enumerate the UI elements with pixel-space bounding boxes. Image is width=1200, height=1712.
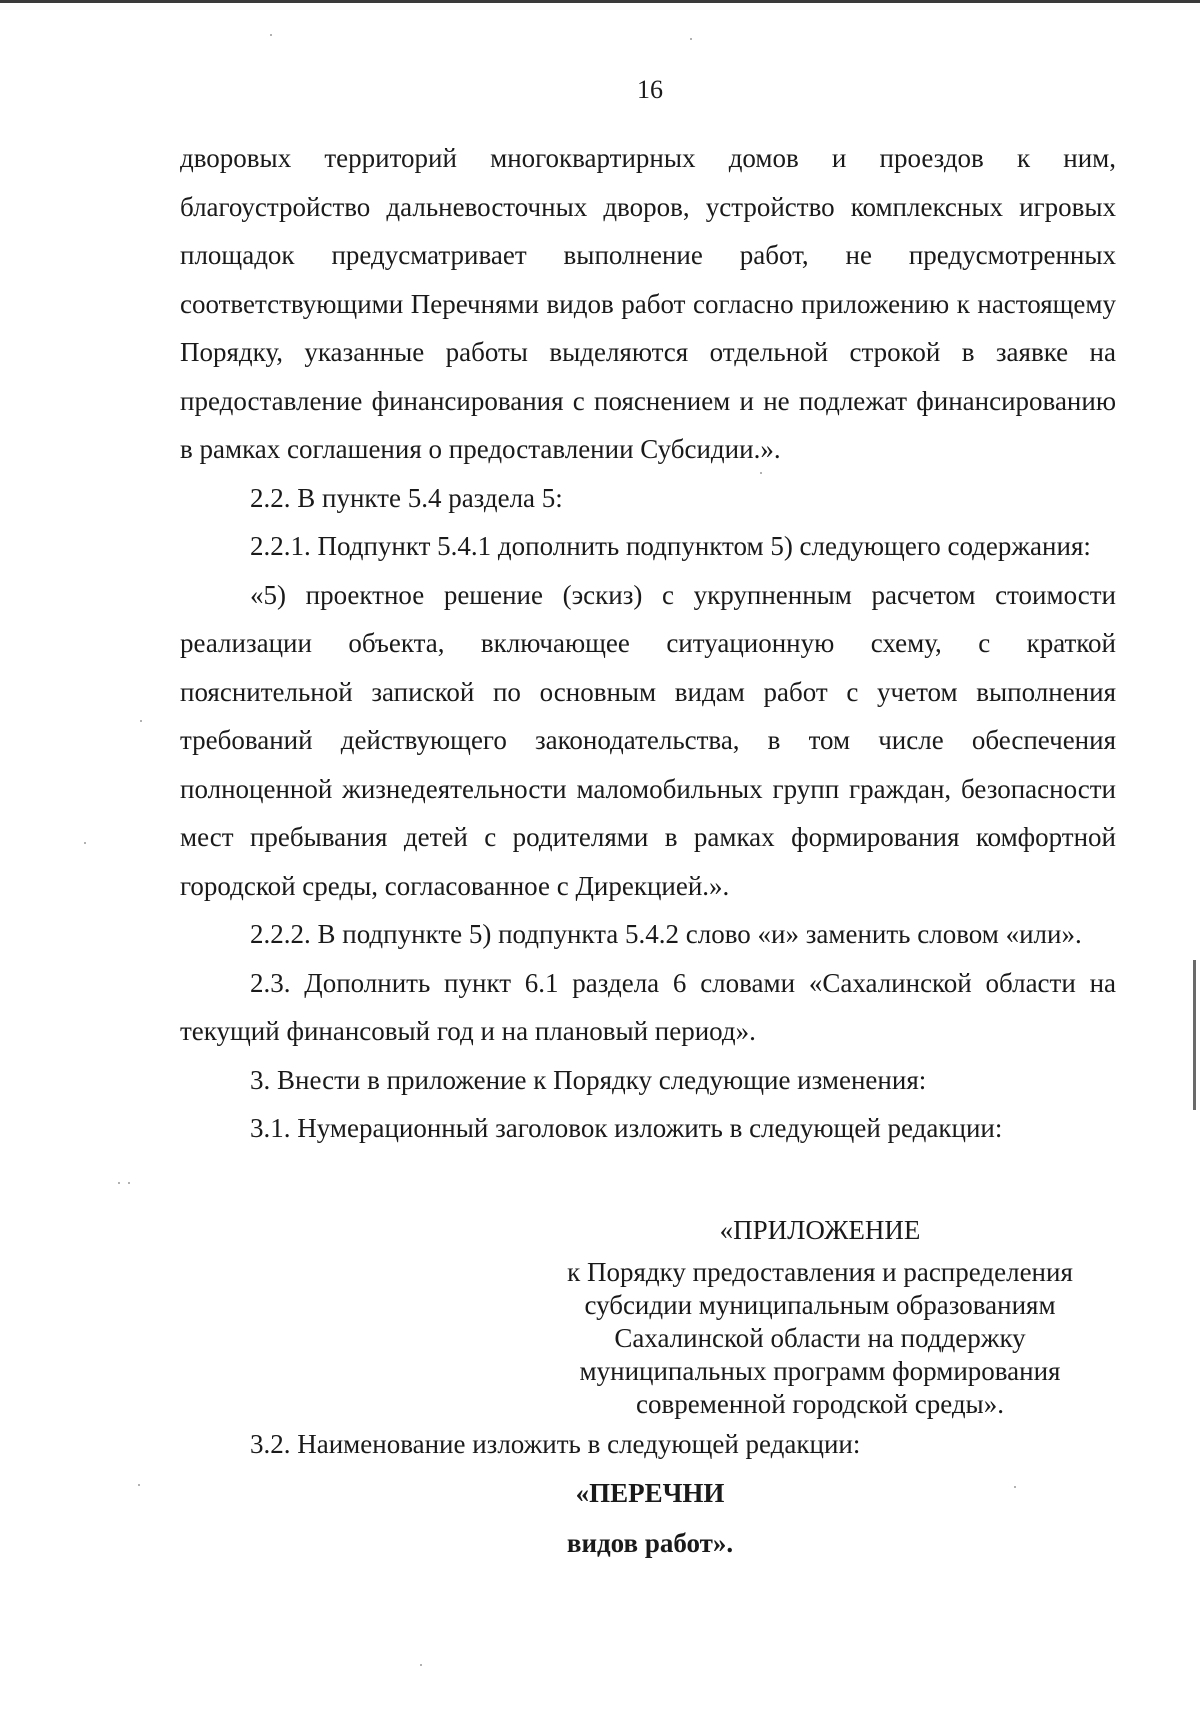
scan-speck (420, 1664, 422, 1666)
scan-speck (128, 1182, 130, 1184)
scan-top-edge (0, 0, 1200, 3)
scan-speck (118, 1182, 120, 1184)
paragraph-2-3: 2.3. Дополнить пункт 6.1 раздела 6 словами «Сахалинской области на текущий финансовый год и на плановый период». (180, 967, 1116, 1046)
appendix-line: к Порядку предоставления и распределения (567, 1257, 1073, 1287)
appendix-header-block (545, 1210, 1095, 1421)
paragraph-2-2-1: 2.2.1. Подпункт 5.4.1 дополнить подпунктом 5) следующего содержания: (250, 531, 1091, 561)
paragraph-3-1: 3.1. Нумерационный заголовок изложить в следующей редакции: (250, 1113, 1003, 1143)
paragraph-3-2: 3.2. Наименование изложить в следующей редакции: (250, 1429, 861, 1459)
appendix-line: субсидии муниципальным образованиям (584, 1290, 1056, 1320)
scan-speck (760, 472, 762, 474)
scan-speck (1014, 1486, 1016, 1488)
scan-speck (140, 720, 142, 722)
list-heading (0, 1468, 1200, 1568)
list-heading-line-1: «ПЕРЕЧНИ (575, 1478, 725, 1508)
scan-speck (270, 34, 272, 36)
appendix-line: муниципальных программ формирования (579, 1356, 1061, 1386)
appendix-line: современной городской среды». (636, 1389, 1004, 1419)
list-heading-line-2: видов работ». (566, 1528, 734, 1558)
scan-right-edge (1193, 960, 1196, 1110)
scan-speck (690, 38, 692, 40)
page-number: 16 (637, 75, 663, 104)
body-text (180, 134, 1116, 1153)
paragraph-2-2: 2.2. В пункте 5.4 раздела 5: (250, 482, 563, 513)
paragraph-continuation: дворовых территорий многоквартирных домов и проездов к ним, благоустройство дальневосточных дворов, устройство комплексных игровых площадок предусматривает выполнение работ, не предусмотренных соответствующими Перечнями видов работ согласно приложению к настоящему Порядку, указанные работы выделяются отдельной строкой в заявке на предоставление финансирования с пояснением и не подлежат финансированию в рамках соглашения о предоставлении Субсидии.». (180, 143, 1116, 464)
paragraph-subitem-5: «5) проектное решение (эскиз) с укрупненным расчетом стоимости реализации объекта, включающее ситуационную схему, с краткой пояснительной запиской по основным видам работ с учетом выполнения требований действующего законодательства, в том числе обеспечения полноценной жизнедеятельности маломобильных групп граждан, безопасности мест пребывания детей с родителями в рамках формирования комфортной городской среды, согласованное с Дирекцией.». (180, 579, 1116, 901)
paragraph-3: 3. Внести в приложение к Порядку следующие изменения: (250, 1064, 927, 1095)
scan-speck (138, 1484, 140, 1486)
appendix-line: Сахалинской области на поддержку (614, 1323, 1026, 1353)
scan-speck (84, 842, 86, 844)
paragraph-2-2-2: 2.2.2. В подпункте 5) подпункта 5.4.2 слово «и» заменить словом «или». (250, 919, 1082, 949)
appendix-title: «ПРИЛОЖЕНИЕ (719, 1215, 921, 1245)
